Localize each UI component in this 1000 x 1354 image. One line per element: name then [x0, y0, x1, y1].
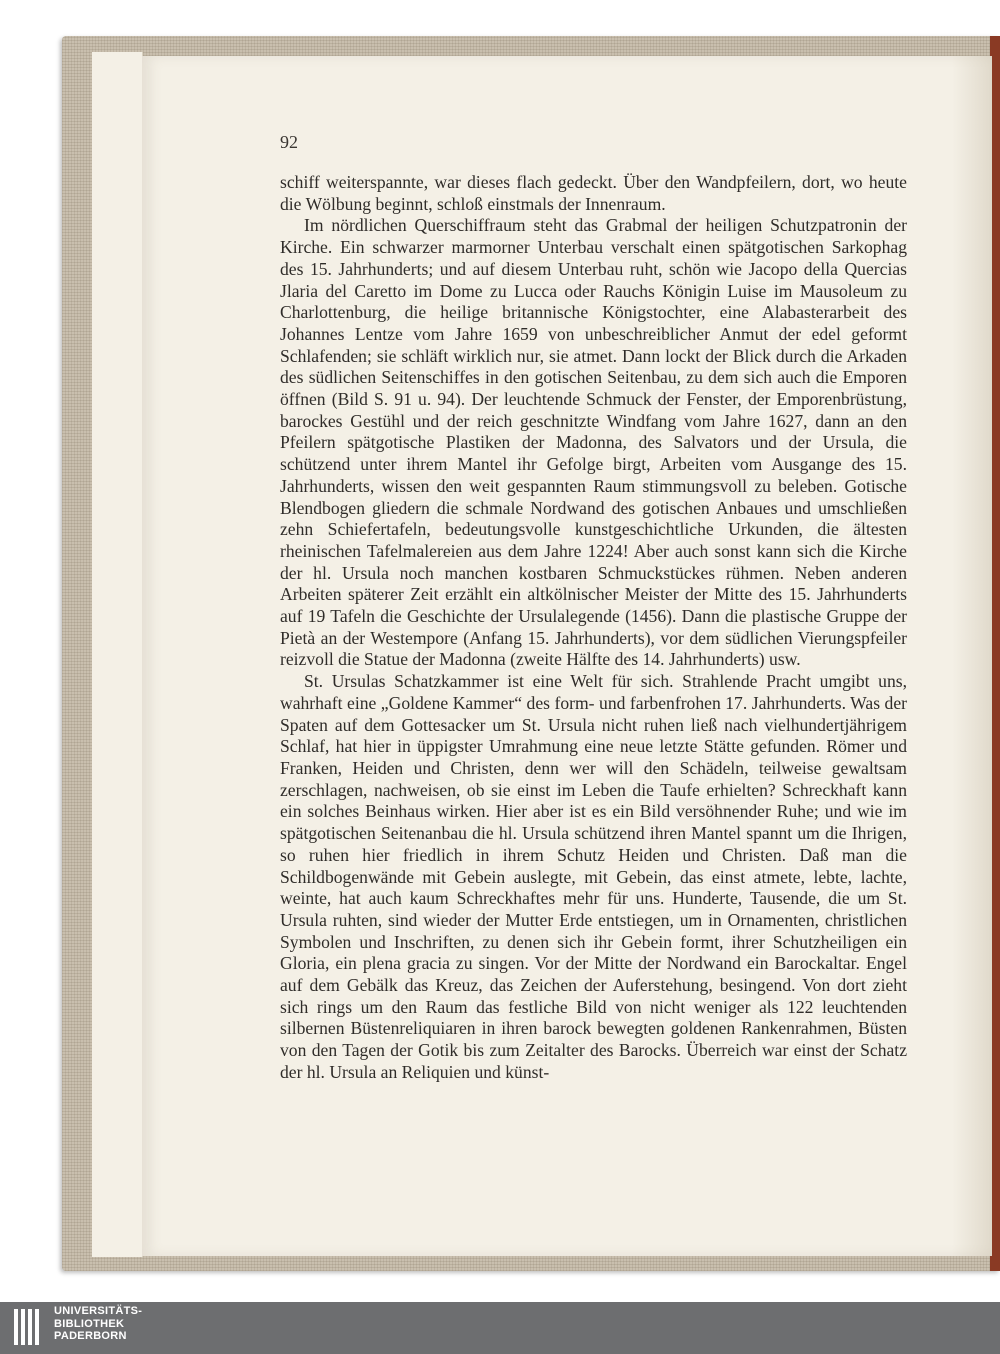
logo-line: PADERBORN — [54, 1330, 127, 1342]
logo-line: UNIVERSITÄTS- — [54, 1305, 143, 1317]
library-bars-icon — [14, 1309, 48, 1345]
library-footer — [0, 1302, 1000, 1354]
library-logo-text — [54, 1305, 142, 1343]
logo-line: BIBLIOTHEK — [54, 1317, 125, 1330]
page-number: 92 — [280, 132, 298, 152]
paragraph: St. Ursulas Schatzkammer ist eine Welt für sich. Strahlende Pracht umgibt uns, wahrhaft eine „Goldene Kammer“ des form- und farbenfrohen 17. Jahrhunderts. Was der Spaten auf dem Gottesacker um St. Ursula nicht ruhen ließ nach vielhundertjährigem Schlaf, hat hier in üppigster Umrahmung eine neue letzte Stätte gefunden. Römer und Franken, Heiden und Christen, denn wer will den Schädeln, teilweise gewaltsam zerschlagen, nachweisen, ob sie einst im Leben die Taufe erhielten? Schreckhaft kann ein solches Beinhaus wirken. Hier aber ist es ein Bild versöhnender Ruhe; und wie im spätgotischen Seitenanbau die hl. Ursula schützend ihren Mantel spannt um die Ihrigen, so ruhen hier friedlich in ihrem Schutz Heiden und Christen. Daß man die Schildbogenwände mit Gebein auslegte, mit Gebein, das einst atmete, lebte, lachte, weinte, hat auch kaum Schreckhaftes mehr für uns. Hunderte, Tausende, die um St. Ursula ruhten, sind wieder der Mutter Erde entstiegen, um in Ornamenten, christlichen Symbolen und Inschriften, zu denen sich ihr Gebein formt, ihrer Schutzheiligen ein Gloria, ein plena gracia zu singen. Vor der Mitte der Nordwand ein Barockaltar. Engel auf dem Gebälk das Kreuz, das Zeichen der Auferstehung, besingend. Von dort zieht sich rings um den Raum das festliche Bild von nicht weniger als 122 leuchtenden silbernen Büstenreliquiaren in ihren barock bewegten goldenen Rankenrahmen, Büsten von den Tagen der Gotik bis zum Zeitalter des Barocks. Überreich war einst der Schatz der hl. Ursula an Reliquien und künst- — [280, 671, 907, 1082]
page-gutter — [952, 56, 992, 1256]
paragraph: Im nördlichen Querschiffraum steht das Grabmal der heiligen Schutzpatronin der Kirche. Ein schwarzer marmorner Unterbau verschalt einen spätgotischen Sarkophag des 15. Jahrhunderts; und auf diesem Unterbau ruht, schön wie Jacopo della Quercias Jlaria del Caretto im Dome zu Lucca oder Rauchs Königin Luise im Mausoleum zu Charlottenburg, die heilige britannische Königstochter, eine Alabasterarbeit des Johannes Lentze vom Jahre 1659 von unbeschreiblicher Anmut der edel geformt Schlafenden; sie schläft wirklich nur, sie atmet. Dann lockt der Blick durch die Arkaden des südlichen Seitenschiffes in den gotischen Seitenbau, zu dem sich auch die Emporen öffnen (Bild S. 91 u. 94). Der leuchtende Schmuck der Fenster, der Emporenbrüstung, barockes Gestühl und der reich geschnitzte Windfang vom Jahre 1627, dann an den Pfeilern spätgotische Plastiken der Madonna, des Salvators und der Ursula, die schützend unter ihrem Mantel ihr Gefolge birgt, Arbeiten vom Ausgange des 15. Jahrhunderts, wissen den weit gespannten Raum stimmungsvoll zu beleben. Gotische Blendbogen gliedern die schmale Nordwand des gotischen Anbaues und umschließen zehn Schiefertafeln, bedeutungsvolle kunstgeschichtliche Urkunden, die ältesten rheinischen Tafelmalereien aus dem Jahre 1224! Aber auch sonst kann sich die Kirche der hl. Ursula noch manchen kostbaren Schmuckstückes rühmen. Neben anderen Arbeiten späterer Zeit erzählt ein altkölnischer Meister der Mitte des 15. Jahrhunderts auf 19 Tafeln die Geschichte der Ursulalegende (1456). Dann die plastische Gruppe der Pietà an der Westempore (Anfang 15. Jahrhunderts), vor dem südlichen Vierungspfeiler reizvoll die Statue der Madonna (zweite Hälfte des 14. Jahrhunderts) usw. — [280, 215, 907, 670]
body-text — [280, 172, 907, 1084]
paragraph: schiff weiterspannte, war dieses flach gedeckt. Über den Wandpfeilern, dort, wo heute die Wölbung beginnt, schloß einstmals der Innenraum. — [280, 172, 907, 214]
book-page — [142, 56, 992, 1256]
